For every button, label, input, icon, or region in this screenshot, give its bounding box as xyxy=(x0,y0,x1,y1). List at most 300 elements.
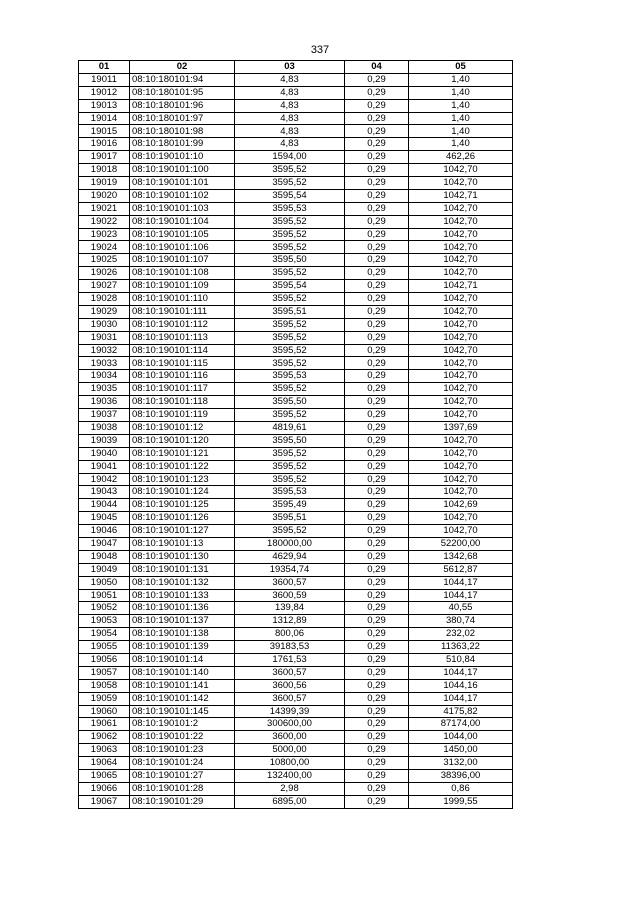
row-id-cell: 19032 xyxy=(79,344,130,357)
value-03-cell: 1594,00 xyxy=(235,151,345,164)
value-03-cell: 3595,52 xyxy=(235,177,345,190)
rate-cell: 0,29 xyxy=(345,641,409,654)
table-row xyxy=(79,757,513,770)
value-03-cell: 4,83 xyxy=(235,125,345,138)
value-05-cell: 1042,70 xyxy=(409,305,513,318)
cadastral-number-cell: 08:10:190101:107 xyxy=(130,254,235,267)
row-id-cell: 19029 xyxy=(79,305,130,318)
cadastral-number-cell: 08:10:190101:133 xyxy=(130,589,235,602)
value-03-cell: 4,83 xyxy=(235,112,345,125)
value-03-cell: 3595,52 xyxy=(235,357,345,370)
rate-cell: 0,29 xyxy=(345,396,409,409)
value-05-cell: 1042,70 xyxy=(409,344,513,357)
value-05-cell: 11363,22 xyxy=(409,641,513,654)
rate-cell: 0,29 xyxy=(345,99,409,112)
value-03-cell: 5000,00 xyxy=(235,744,345,757)
value-05-cell: 38396,00 xyxy=(409,769,513,782)
value-05-cell: 1,40 xyxy=(409,138,513,151)
table-row xyxy=(79,666,513,679)
data-table xyxy=(78,60,513,809)
value-03-cell: 1761,53 xyxy=(235,653,345,666)
value-05-cell: 1044,16 xyxy=(409,679,513,692)
value-05-cell: 4175,82 xyxy=(409,705,513,718)
rate-cell: 0,29 xyxy=(345,692,409,705)
table-row xyxy=(79,744,513,757)
value-03-cell: 3595,52 xyxy=(235,473,345,486)
cadastral-number-cell: 08:10:190101:23 xyxy=(130,744,235,757)
table-row xyxy=(79,383,513,396)
rate-cell: 0,29 xyxy=(345,421,409,434)
cadastral-number-cell: 08:10:190101:111 xyxy=(130,305,235,318)
rate-cell: 0,29 xyxy=(345,112,409,125)
value-05-cell: 3132,00 xyxy=(409,757,513,770)
table-row xyxy=(79,125,513,138)
value-05-cell: 1044,00 xyxy=(409,731,513,744)
value-05-cell: 232,02 xyxy=(409,628,513,641)
value-03-cell: 3595,51 xyxy=(235,512,345,525)
cadastral-number-cell: 08:10:190101:100 xyxy=(130,164,235,177)
rate-cell: 0,29 xyxy=(345,499,409,512)
cadastral-number-cell: 08:10:180101:95 xyxy=(130,86,235,99)
row-id-cell: 19030 xyxy=(79,318,130,331)
value-05-cell: 1044,17 xyxy=(409,666,513,679)
cadastral-number-cell: 08:10:190101:106 xyxy=(130,241,235,254)
value-03-cell: 4,83 xyxy=(235,73,345,86)
row-id-cell: 19043 xyxy=(79,486,130,499)
table-row xyxy=(79,473,513,486)
row-id-cell: 19058 xyxy=(79,679,130,692)
table-row xyxy=(79,679,513,692)
row-id-cell: 19039 xyxy=(79,434,130,447)
value-03-cell: 3600,56 xyxy=(235,679,345,692)
value-03-cell: 2,98 xyxy=(235,782,345,795)
value-03-cell: 3595,52 xyxy=(235,215,345,228)
row-id-cell: 19020 xyxy=(79,189,130,202)
value-05-cell: 1042,70 xyxy=(409,460,513,473)
rate-cell: 0,29 xyxy=(345,409,409,422)
value-03-cell: 3595,49 xyxy=(235,499,345,512)
cadastral-number-cell: 08:10:190101:27 xyxy=(130,769,235,782)
column-header-03: 03 xyxy=(235,61,345,74)
table-row xyxy=(79,396,513,409)
rate-cell: 0,29 xyxy=(345,357,409,370)
value-05-cell: 1042,70 xyxy=(409,202,513,215)
cadastral-number-cell: 08:10:190101:119 xyxy=(130,409,235,422)
value-05-cell: 1,40 xyxy=(409,73,513,86)
value-05-cell: 1042,70 xyxy=(409,447,513,460)
row-id-cell: 19044 xyxy=(79,499,130,512)
rate-cell: 0,29 xyxy=(345,589,409,602)
rate-cell: 0,29 xyxy=(345,679,409,692)
value-05-cell: 1042,70 xyxy=(409,357,513,370)
rate-cell: 0,29 xyxy=(345,718,409,731)
value-03-cell: 39183,53 xyxy=(235,641,345,654)
row-id-cell: 19031 xyxy=(79,331,130,344)
value-03-cell: 3595,51 xyxy=(235,305,345,318)
table-row xyxy=(79,421,513,434)
value-03-cell: 1312,89 xyxy=(235,615,345,628)
cadastral-number-cell: 08:10:180101:96 xyxy=(130,99,235,112)
cadastral-number-cell: 08:10:190101:126 xyxy=(130,512,235,525)
rate-cell: 0,29 xyxy=(345,525,409,538)
table-row xyxy=(79,525,513,538)
cadastral-number-cell: 08:10:190101:118 xyxy=(130,396,235,409)
value-05-cell: 1042,70 xyxy=(409,486,513,499)
row-id-cell: 19053 xyxy=(79,615,130,628)
cadastral-number-cell: 08:10:190101:137 xyxy=(130,615,235,628)
row-id-cell: 19046 xyxy=(79,525,130,538)
rate-cell: 0,29 xyxy=(345,164,409,177)
cadastral-number-cell: 08:10:190101:14 xyxy=(130,653,235,666)
cadastral-number-cell: 08:10:180101:97 xyxy=(130,112,235,125)
row-id-cell: 19064 xyxy=(79,757,130,770)
table-row xyxy=(79,795,513,808)
rate-cell: 0,29 xyxy=(345,267,409,280)
rate-cell: 0,29 xyxy=(345,254,409,267)
value-05-cell: 1999,55 xyxy=(409,795,513,808)
row-id-cell: 19047 xyxy=(79,537,130,550)
cadastral-number-cell: 08:10:190101:138 xyxy=(130,628,235,641)
table-row xyxy=(79,447,513,460)
value-05-cell: 1042,70 xyxy=(409,293,513,306)
value-05-cell: 510,84 xyxy=(409,653,513,666)
rate-cell: 0,29 xyxy=(345,73,409,86)
value-05-cell: 1042,70 xyxy=(409,228,513,241)
table-row xyxy=(79,589,513,602)
table-row xyxy=(79,718,513,731)
value-03-cell: 6895,00 xyxy=(235,795,345,808)
table-row xyxy=(79,228,513,241)
value-03-cell: 139,84 xyxy=(235,602,345,615)
value-03-cell: 180000,00 xyxy=(235,537,345,550)
table-row xyxy=(79,177,513,190)
value-05-cell: 40,55 xyxy=(409,602,513,615)
value-03-cell: 4,83 xyxy=(235,86,345,99)
value-03-cell: 3595,52 xyxy=(235,293,345,306)
row-id-cell: 19057 xyxy=(79,666,130,679)
value-05-cell: 1042,70 xyxy=(409,254,513,267)
row-id-cell: 19019 xyxy=(79,177,130,190)
cadastral-number-cell: 08:10:190101:117 xyxy=(130,383,235,396)
row-id-cell: 19059 xyxy=(79,692,130,705)
row-id-cell: 19015 xyxy=(79,125,130,138)
cadastral-number-cell: 08:10:190101:108 xyxy=(130,267,235,280)
value-03-cell: 3595,52 xyxy=(235,447,345,460)
table-row xyxy=(79,563,513,576)
rate-cell: 0,29 xyxy=(345,615,409,628)
value-05-cell: 1,40 xyxy=(409,112,513,125)
cadastral-number-cell: 08:10:190101:142 xyxy=(130,692,235,705)
row-id-cell: 19014 xyxy=(79,112,130,125)
row-id-cell: 19035 xyxy=(79,383,130,396)
row-id-cell: 19052 xyxy=(79,602,130,615)
row-id-cell: 19049 xyxy=(79,563,130,576)
rate-cell: 0,29 xyxy=(345,563,409,576)
row-id-cell: 19050 xyxy=(79,576,130,589)
table-row xyxy=(79,769,513,782)
cadastral-number-cell: 08:10:190101:13 xyxy=(130,537,235,550)
row-id-cell: 19023 xyxy=(79,228,130,241)
rate-cell: 0,29 xyxy=(345,769,409,782)
value-03-cell: 132400,00 xyxy=(235,769,345,782)
value-05-cell: 1042,70 xyxy=(409,396,513,409)
rate-cell: 0,29 xyxy=(345,795,409,808)
rate-cell: 0,29 xyxy=(345,125,409,138)
rate-cell: 0,29 xyxy=(345,293,409,306)
rate-cell: 0,29 xyxy=(345,434,409,447)
value-05-cell: 1042,70 xyxy=(409,383,513,396)
row-id-cell: 19022 xyxy=(79,215,130,228)
value-03-cell: 3595,52 xyxy=(235,331,345,344)
table-row xyxy=(79,241,513,254)
table-row xyxy=(79,331,513,344)
rate-cell: 0,29 xyxy=(345,447,409,460)
row-id-cell: 19016 xyxy=(79,138,130,151)
value-03-cell: 4819,61 xyxy=(235,421,345,434)
value-05-cell: 1042,70 xyxy=(409,409,513,422)
value-05-cell: 1042,70 xyxy=(409,241,513,254)
cadastral-number-cell: 08:10:190101:28 xyxy=(130,782,235,795)
table-row xyxy=(79,409,513,422)
table-row xyxy=(79,653,513,666)
table-row xyxy=(79,460,513,473)
value-05-cell: 1042,70 xyxy=(409,177,513,190)
table-row xyxy=(79,151,513,164)
value-05-cell: 1342,68 xyxy=(409,550,513,563)
cadastral-number-cell: 08:10:190101:104 xyxy=(130,215,235,228)
value-05-cell: 1042,70 xyxy=(409,267,513,280)
value-03-cell: 3595,52 xyxy=(235,228,345,241)
row-id-cell: 19056 xyxy=(79,653,130,666)
row-id-cell: 19028 xyxy=(79,293,130,306)
table-row xyxy=(79,138,513,151)
value-03-cell: 3600,57 xyxy=(235,576,345,589)
rate-cell: 0,29 xyxy=(345,344,409,357)
cadastral-number-cell: 08:10:190101:123 xyxy=(130,473,235,486)
table-header-row xyxy=(79,61,513,74)
cadastral-number-cell: 08:10:190101:22 xyxy=(130,731,235,744)
cadastral-number-cell: 08:10:190101:110 xyxy=(130,293,235,306)
rate-cell: 0,29 xyxy=(345,331,409,344)
value-03-cell: 3595,53 xyxy=(235,370,345,383)
cadastral-number-cell: 08:10:180101:94 xyxy=(130,73,235,86)
row-id-cell: 19013 xyxy=(79,99,130,112)
rate-cell: 0,29 xyxy=(345,486,409,499)
cadastral-number-cell: 08:10:190101:112 xyxy=(130,318,235,331)
row-id-cell: 19061 xyxy=(79,718,130,731)
rate-cell: 0,29 xyxy=(345,537,409,550)
table-row xyxy=(79,202,513,215)
table-row xyxy=(79,112,513,125)
rate-cell: 0,29 xyxy=(345,370,409,383)
column-header-05: 05 xyxy=(409,61,513,74)
column-header-01: 01 xyxy=(79,61,130,74)
table-row xyxy=(79,99,513,112)
value-05-cell: 1042,70 xyxy=(409,434,513,447)
row-id-cell: 19026 xyxy=(79,267,130,280)
value-03-cell: 3595,54 xyxy=(235,280,345,293)
row-id-cell: 19017 xyxy=(79,151,130,164)
row-id-cell: 19038 xyxy=(79,421,130,434)
rate-cell: 0,29 xyxy=(345,602,409,615)
rate-cell: 0,29 xyxy=(345,138,409,151)
row-id-cell: 19011 xyxy=(79,73,130,86)
table-row xyxy=(79,499,513,512)
value-03-cell: 3600,57 xyxy=(235,692,345,705)
cadastral-number-cell: 08:10:190101:139 xyxy=(130,641,235,654)
row-id-cell: 19042 xyxy=(79,473,130,486)
value-03-cell: 300600,00 xyxy=(235,718,345,731)
value-05-cell: 1042,70 xyxy=(409,473,513,486)
row-id-cell: 19048 xyxy=(79,550,130,563)
row-id-cell: 19027 xyxy=(79,280,130,293)
rate-cell: 0,29 xyxy=(345,757,409,770)
value-05-cell: 1044,17 xyxy=(409,576,513,589)
value-05-cell: 1042,70 xyxy=(409,318,513,331)
cadastral-number-cell: 08:10:190101:136 xyxy=(130,602,235,615)
cadastral-number-cell: 08:10:190101:127 xyxy=(130,525,235,538)
rate-cell: 0,29 xyxy=(345,241,409,254)
row-id-cell: 19025 xyxy=(79,254,130,267)
row-id-cell: 19054 xyxy=(79,628,130,641)
value-03-cell: 3595,52 xyxy=(235,164,345,177)
value-03-cell: 3600,59 xyxy=(235,589,345,602)
cadastral-number-cell: 08:10:190101:124 xyxy=(130,486,235,499)
cadastral-number-cell: 08:10:190101:131 xyxy=(130,563,235,576)
page-number: 337 xyxy=(310,44,330,56)
rate-cell: 0,29 xyxy=(345,512,409,525)
value-03-cell: 3595,50 xyxy=(235,434,345,447)
rate-cell: 0,29 xyxy=(345,473,409,486)
table-row xyxy=(79,628,513,641)
cadastral-number-cell: 08:10:190101:132 xyxy=(130,576,235,589)
rate-cell: 0,29 xyxy=(345,151,409,164)
rate-cell: 0,29 xyxy=(345,666,409,679)
value-03-cell: 3595,53 xyxy=(235,202,345,215)
rate-cell: 0,29 xyxy=(345,576,409,589)
table-row xyxy=(79,641,513,654)
value-05-cell: 1044,17 xyxy=(409,692,513,705)
rate-cell: 0,29 xyxy=(345,202,409,215)
table-row xyxy=(79,318,513,331)
rate-cell: 0,29 xyxy=(345,177,409,190)
cadastral-number-cell: 08:10:190101:140 xyxy=(130,666,235,679)
table-row xyxy=(79,782,513,795)
table-row xyxy=(79,86,513,99)
row-id-cell: 19066 xyxy=(79,782,130,795)
row-id-cell: 19063 xyxy=(79,744,130,757)
row-id-cell: 19034 xyxy=(79,370,130,383)
value-03-cell: 3595,50 xyxy=(235,254,345,267)
value-05-cell: 1042,70 xyxy=(409,370,513,383)
table-row xyxy=(79,434,513,447)
row-id-cell: 19036 xyxy=(79,396,130,409)
value-05-cell: 1397,69 xyxy=(409,421,513,434)
cadastral-number-cell: 08:10:190101:29 xyxy=(130,795,235,808)
row-id-cell: 19041 xyxy=(79,460,130,473)
table-row xyxy=(79,280,513,293)
value-03-cell: 3595,50 xyxy=(235,396,345,409)
cadastral-number-cell: 08:10:190101:121 xyxy=(130,447,235,460)
rate-cell: 0,29 xyxy=(345,782,409,795)
cadastral-number-cell: 08:10:190101:115 xyxy=(130,357,235,370)
value-05-cell: 52200,00 xyxy=(409,537,513,550)
value-05-cell: 5612,87 xyxy=(409,563,513,576)
column-header-04: 04 xyxy=(345,61,409,74)
table-row xyxy=(79,692,513,705)
value-03-cell: 3600,00 xyxy=(235,731,345,744)
row-id-cell: 19037 xyxy=(79,409,130,422)
table-row xyxy=(79,602,513,615)
value-05-cell: 1042,70 xyxy=(409,512,513,525)
rate-cell: 0,29 xyxy=(345,383,409,396)
cadastral-number-cell: 08:10:190101:109 xyxy=(130,280,235,293)
table-row xyxy=(79,254,513,267)
cadastral-number-cell: 08:10:180101:99 xyxy=(130,138,235,151)
rate-cell: 0,29 xyxy=(345,550,409,563)
value-05-cell: 1450,00 xyxy=(409,744,513,757)
row-id-cell: 19045 xyxy=(79,512,130,525)
table-row xyxy=(79,305,513,318)
value-05-cell: 1042,70 xyxy=(409,215,513,228)
value-05-cell: 462,26 xyxy=(409,151,513,164)
value-03-cell: 3595,52 xyxy=(235,383,345,396)
value-05-cell: 1042,69 xyxy=(409,499,513,512)
row-id-cell: 19024 xyxy=(79,241,130,254)
cadastral-number-cell: 08:10:190101:145 xyxy=(130,705,235,718)
table-row xyxy=(79,215,513,228)
value-03-cell: 4629,94 xyxy=(235,550,345,563)
value-03-cell: 14399,39 xyxy=(235,705,345,718)
row-id-cell: 19018 xyxy=(79,164,130,177)
column-header-02: 02 xyxy=(130,61,235,74)
value-03-cell: 3595,53 xyxy=(235,486,345,499)
rate-cell: 0,29 xyxy=(345,653,409,666)
table-row xyxy=(79,615,513,628)
table-row xyxy=(79,537,513,550)
value-03-cell: 3595,52 xyxy=(235,344,345,357)
row-id-cell: 19062 xyxy=(79,731,130,744)
row-id-cell: 19033 xyxy=(79,357,130,370)
cadastral-number-cell: 08:10:190101:141 xyxy=(130,679,235,692)
value-03-cell: 10800,00 xyxy=(235,757,345,770)
value-05-cell: 1042,70 xyxy=(409,525,513,538)
rate-cell: 0,29 xyxy=(345,705,409,718)
value-03-cell: 3595,52 xyxy=(235,318,345,331)
table-row xyxy=(79,189,513,202)
table-row xyxy=(79,486,513,499)
table-body xyxy=(79,73,513,808)
value-03-cell: 3595,52 xyxy=(235,241,345,254)
cadastral-number-cell: 08:10:190101:102 xyxy=(130,189,235,202)
table-row xyxy=(79,705,513,718)
value-03-cell: 3595,52 xyxy=(235,409,345,422)
row-id-cell: 19055 xyxy=(79,641,130,654)
row-id-cell: 19067 xyxy=(79,795,130,808)
table-row xyxy=(79,344,513,357)
table-row xyxy=(79,550,513,563)
cadastral-number-cell: 08:10:190101:105 xyxy=(130,228,235,241)
cadastral-number-cell: 08:10:190101:122 xyxy=(130,460,235,473)
rate-cell: 0,29 xyxy=(345,731,409,744)
table-row xyxy=(79,73,513,86)
value-03-cell: 3600,57 xyxy=(235,666,345,679)
cadastral-number-cell: 08:10:190101:103 xyxy=(130,202,235,215)
value-03-cell: 3595,52 xyxy=(235,267,345,280)
value-05-cell: 87174,00 xyxy=(409,718,513,731)
value-03-cell: 3595,54 xyxy=(235,189,345,202)
value-05-cell: 1042,70 xyxy=(409,164,513,177)
